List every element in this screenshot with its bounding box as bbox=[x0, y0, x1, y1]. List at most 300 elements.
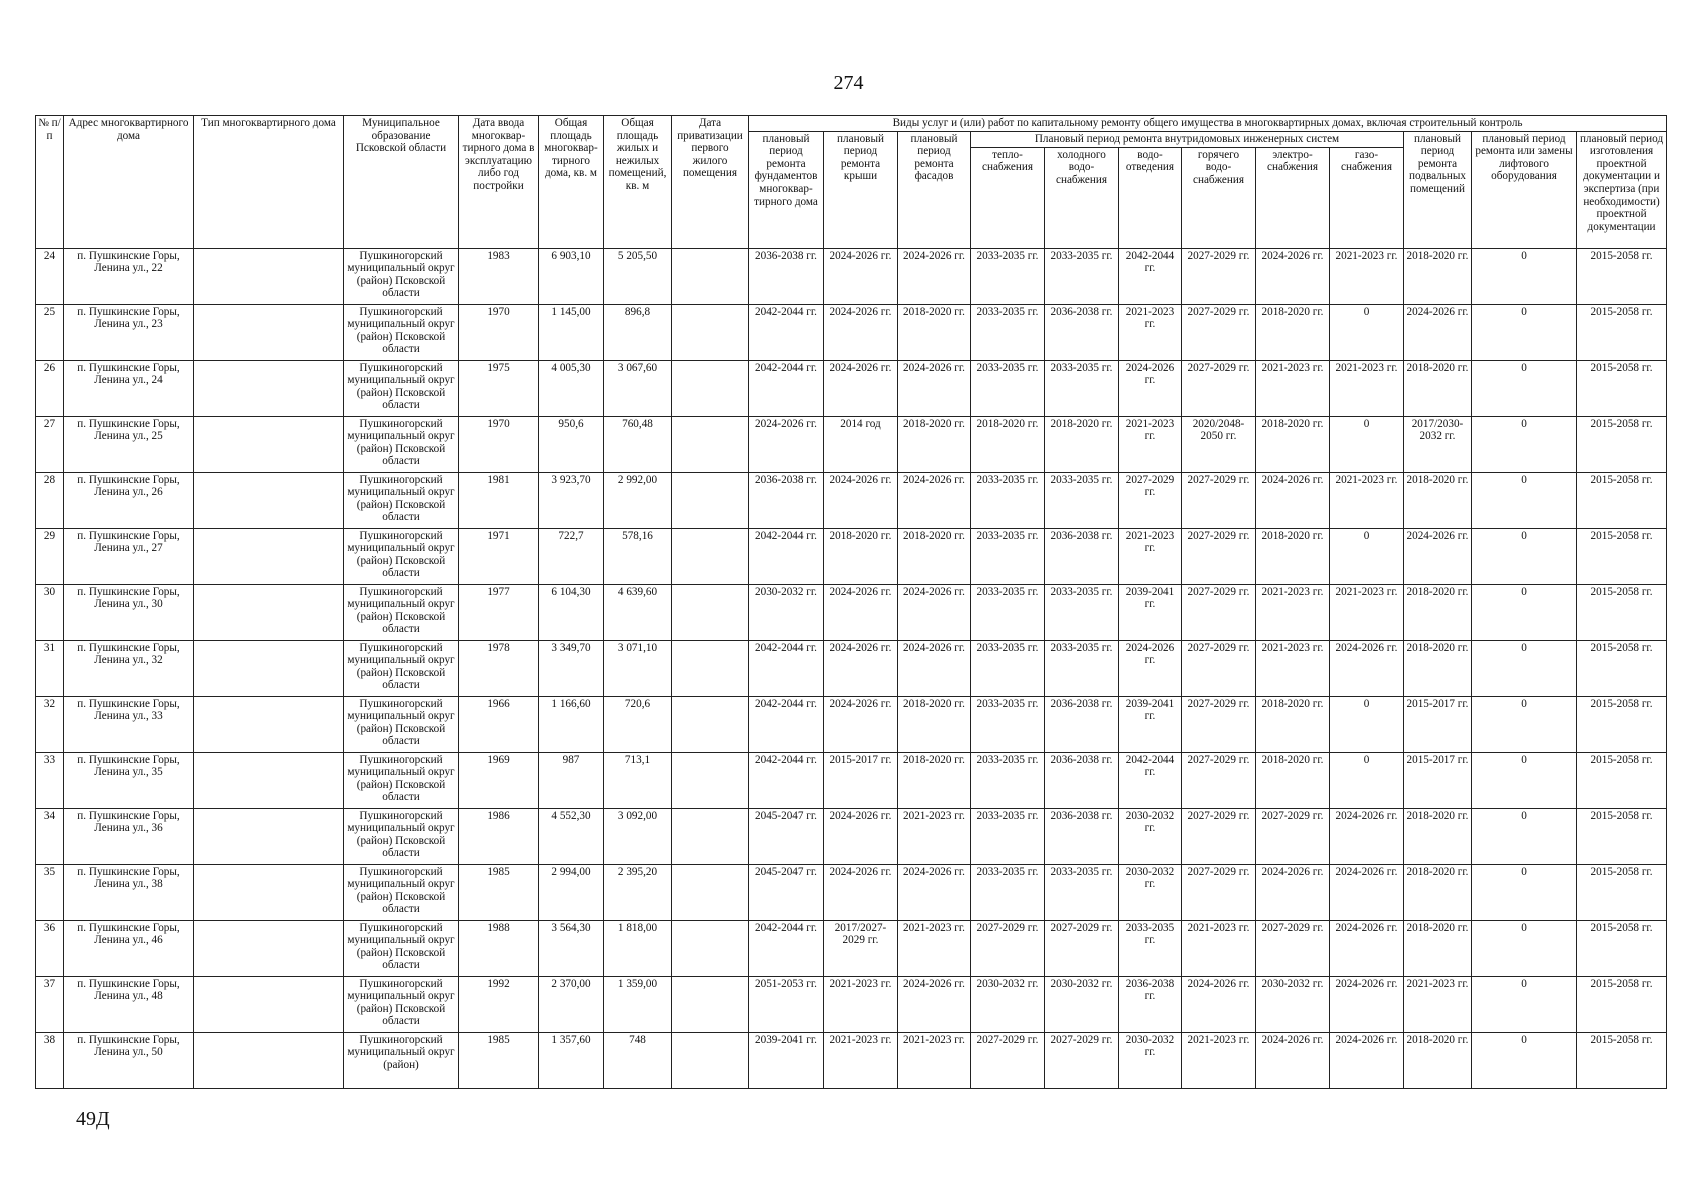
electric-period-cell: 2024-2026 гг. bbox=[1256, 248, 1330, 304]
roof-period-cell: 2024-2026 гг. bbox=[824, 696, 898, 752]
roof-period-cell: 2017/2027-2029 гг. bbox=[824, 920, 898, 976]
drainage-period-cell: 2030-2032 гг. bbox=[1119, 1032, 1182, 1088]
foundation-period-cell: 2036-2038 гг. bbox=[749, 248, 824, 304]
page-number: 274 bbox=[833, 72, 864, 94]
municipality-cell: Пушкиногорский муниципальный округ (район) Псковской области bbox=[344, 416, 459, 472]
design-docs-period-cell: 2015-2058 гг. bbox=[1577, 1032, 1667, 1088]
header-drainage: водо-отведения bbox=[1119, 147, 1182, 248]
facade-period-cell: 2024-2026 гг. bbox=[898, 360, 971, 416]
living-area-cell: 2 992,00 bbox=[604, 472, 672, 528]
total-area-cell: 722,7 bbox=[539, 528, 604, 584]
cold-water-period-cell: 2030-2032 гг. bbox=[1045, 976, 1119, 1032]
roof-period-cell: 2021-2023 гг. bbox=[824, 1032, 898, 1088]
gas-period-cell: 2024-2026 гг. bbox=[1330, 976, 1404, 1032]
basement-period-cell: 2018-2020 гг. bbox=[1404, 1032, 1472, 1088]
facade-period-cell: 2018-2020 гг. bbox=[898, 416, 971, 472]
basement-period-cell: 2018-2020 гг. bbox=[1404, 360, 1472, 416]
hot-water-period-cell: 2021-2023 гг. bbox=[1182, 1032, 1256, 1088]
living-area-cell: 713,1 bbox=[604, 752, 672, 808]
drainage-period-cell: 2033-2035 гг. bbox=[1119, 920, 1182, 976]
design-docs-period-cell: 2015-2058 гг. bbox=[1577, 416, 1667, 472]
drainage-period-cell: 2039-2041 гг. bbox=[1119, 584, 1182, 640]
heat-supply-period-cell: 2027-2029 гг. bbox=[971, 920, 1045, 976]
electric-period-cell: 2024-2026 гг. bbox=[1256, 1032, 1330, 1088]
header-roof: плановый период ремонта крыши bbox=[824, 131, 898, 248]
table-row bbox=[36, 696, 1667, 752]
foundation-period-cell: 2045-2047 гг. bbox=[749, 808, 824, 864]
elevator-period-cell: 0 bbox=[1472, 584, 1577, 640]
privatization-date-cell bbox=[672, 360, 749, 416]
living-area-cell: 1 818,00 bbox=[604, 920, 672, 976]
facade-period-cell: 2024-2026 гг. bbox=[898, 976, 971, 1032]
house-type-cell bbox=[194, 472, 344, 528]
total-area-cell: 4 005,30 bbox=[539, 360, 604, 416]
header-basement: плановый период ремонта подвальных помещений bbox=[1404, 131, 1472, 248]
row-number-cell: 35 bbox=[36, 864, 64, 920]
commission-year-cell: 1975 bbox=[459, 360, 539, 416]
foundation-period-cell: 2051-2053 гг. bbox=[749, 976, 824, 1032]
heat-supply-period-cell: 2033-2035 гг. bbox=[971, 528, 1045, 584]
table-row bbox=[36, 640, 1667, 696]
electric-period-cell: 2018-2020 гг. bbox=[1256, 696, 1330, 752]
total-area-cell: 3 564,30 bbox=[539, 920, 604, 976]
design-docs-period-cell: 2015-2058 гг. bbox=[1577, 528, 1667, 584]
design-docs-period-cell: 2015-2058 гг. bbox=[1577, 696, 1667, 752]
row-number-cell: 38 bbox=[36, 1032, 64, 1088]
commission-year-cell: 1966 bbox=[459, 696, 539, 752]
facade-period-cell: 2024-2026 гг. bbox=[898, 584, 971, 640]
address-cell: п. Пушкинские Горы, Ленина ул., 50 bbox=[64, 1032, 194, 1088]
total-area-cell: 950,6 bbox=[539, 416, 604, 472]
municipality-cell: Пушкиногорский муниципальный округ (район) Псковской области bbox=[344, 528, 459, 584]
row-number-cell: 30 bbox=[36, 584, 64, 640]
municipality-cell: Пушкиногорский муниципальный округ (район) Псковской области bbox=[344, 472, 459, 528]
elevator-period-cell: 0 bbox=[1472, 808, 1577, 864]
cold-water-period-cell: 2036-2038 гг. bbox=[1045, 528, 1119, 584]
elevator-period-cell: 0 bbox=[1472, 472, 1577, 528]
hot-water-period-cell: 2027-2029 гг. bbox=[1182, 864, 1256, 920]
gas-period-cell: 2024-2026 гг. bbox=[1330, 640, 1404, 696]
address-cell: п. Пушкинские Горы, Ленина ул., 46 bbox=[64, 920, 194, 976]
gas-period-cell: 0 bbox=[1330, 416, 1404, 472]
house-type-cell bbox=[194, 808, 344, 864]
table-header bbox=[36, 116, 1667, 249]
table-row bbox=[36, 248, 1667, 304]
cold-water-period-cell: 2036-2038 гг. bbox=[1045, 696, 1119, 752]
privatization-date-cell bbox=[672, 640, 749, 696]
drainage-period-cell: 2042-2044 гг. bbox=[1119, 752, 1182, 808]
header-address: Адрес многоквартирного дома bbox=[64, 116, 194, 249]
address-cell: п. Пушкинские Горы, Ленина ул., 48 bbox=[64, 976, 194, 1032]
facade-period-cell: 2021-2023 гг. bbox=[898, 808, 971, 864]
cold-water-period-cell: 2018-2020 гг. bbox=[1045, 416, 1119, 472]
heat-supply-period-cell: 2033-2035 гг. bbox=[971, 472, 1045, 528]
foundation-period-cell: 2042-2044 гг. bbox=[749, 360, 824, 416]
row-number-cell: 33 bbox=[36, 752, 64, 808]
row-number-cell: 37 bbox=[36, 976, 64, 1032]
gas-period-cell: 2021-2023 гг. bbox=[1330, 360, 1404, 416]
foundation-period-cell: 2045-2047 гг. bbox=[749, 864, 824, 920]
total-area-cell: 3 349,70 bbox=[539, 640, 604, 696]
privatization-date-cell bbox=[672, 472, 749, 528]
drainage-period-cell: 2021-2023 гг. bbox=[1119, 304, 1182, 360]
municipality-cell: Пушкиногорский муниципальный округ (район) Псковской области bbox=[344, 752, 459, 808]
design-docs-period-cell: 2015-2058 гг. bbox=[1577, 472, 1667, 528]
header-cold-water: холодного водо-снабжения bbox=[1045, 147, 1119, 248]
total-area-cell: 1 357,60 bbox=[539, 1032, 604, 1088]
header-municipality: Муниципальное образование Псковской области bbox=[344, 116, 459, 249]
foundation-period-cell: 2039-2041 гг. bbox=[749, 1032, 824, 1088]
foundation-period-cell: 2030-2032 гг. bbox=[749, 584, 824, 640]
hot-water-period-cell: 2027-2029 гг. bbox=[1182, 528, 1256, 584]
hot-water-period-cell: 2027-2029 гг. bbox=[1182, 584, 1256, 640]
cold-water-period-cell: 2033-2035 гг. bbox=[1045, 584, 1119, 640]
roof-period-cell: 2024-2026 гг. bbox=[824, 584, 898, 640]
total-area-cell: 4 552,30 bbox=[539, 808, 604, 864]
basement-period-cell: 2015-2017 гг. bbox=[1404, 696, 1472, 752]
header-electric: электро-снабжения bbox=[1256, 147, 1330, 248]
basement-period-cell: 2018-2020 гг. bbox=[1404, 472, 1472, 528]
table-row bbox=[36, 360, 1667, 416]
cold-water-period-cell: 2036-2038 гг. bbox=[1045, 808, 1119, 864]
gas-period-cell: 2024-2026 гг. bbox=[1330, 1032, 1404, 1088]
roof-period-cell: 2018-2020 гг. bbox=[824, 528, 898, 584]
gas-period-cell: 0 bbox=[1330, 304, 1404, 360]
municipality-cell: Пушкиногорский муниципальный округ (район) Псковской области bbox=[344, 808, 459, 864]
privatization-date-cell bbox=[672, 584, 749, 640]
elevator-period-cell: 0 bbox=[1472, 864, 1577, 920]
house-type-cell bbox=[194, 752, 344, 808]
heat-supply-period-cell: 2030-2032 гг. bbox=[971, 976, 1045, 1032]
elevator-period-cell: 0 bbox=[1472, 360, 1577, 416]
total-area-cell: 2 370,00 bbox=[539, 976, 604, 1032]
roof-period-cell: 2015-2017 гг. bbox=[824, 752, 898, 808]
hot-water-period-cell: 2027-2029 гг. bbox=[1182, 640, 1256, 696]
basement-period-cell: 2018-2020 гг. bbox=[1404, 808, 1472, 864]
privatization-date-cell bbox=[672, 976, 749, 1032]
electric-period-cell: 2027-2029 гг. bbox=[1256, 920, 1330, 976]
privatization-date-cell bbox=[672, 864, 749, 920]
header-elevator: плановый период ремонта или замены лифтового оборудования bbox=[1472, 131, 1577, 248]
address-cell: п. Пушкинские Горы, Ленина ул., 26 bbox=[64, 472, 194, 528]
roof-period-cell: 2014 год bbox=[824, 416, 898, 472]
commission-year-cell: 1985 bbox=[459, 864, 539, 920]
total-area-cell: 6 104,30 bbox=[539, 584, 604, 640]
row-number-cell: 28 bbox=[36, 472, 64, 528]
privatization-date-cell bbox=[672, 752, 749, 808]
heat-supply-period-cell: 2033-2035 гг. bbox=[971, 304, 1045, 360]
commission-year-cell: 1971 bbox=[459, 528, 539, 584]
basement-period-cell: 2021-2023 гг. bbox=[1404, 976, 1472, 1032]
header-gas: газо-снабжения bbox=[1330, 147, 1404, 248]
privatization-date-cell bbox=[672, 920, 749, 976]
table-row bbox=[36, 920, 1667, 976]
gas-period-cell: 2024-2026 гг. bbox=[1330, 864, 1404, 920]
living-area-cell: 2 395,20 bbox=[604, 864, 672, 920]
living-area-cell: 720,6 bbox=[604, 696, 672, 752]
row-number-cell: 26 bbox=[36, 360, 64, 416]
address-cell: п. Пушкинские Горы, Ленина ул., 23 bbox=[64, 304, 194, 360]
gas-period-cell: 2021-2023 гг. bbox=[1330, 248, 1404, 304]
facade-period-cell: 2021-2023 гг. bbox=[898, 920, 971, 976]
roof-period-cell: 2024-2026 гг. bbox=[824, 808, 898, 864]
heat-supply-period-cell: 2033-2035 гг. bbox=[971, 248, 1045, 304]
drainage-period-cell: 2027-2029 гг. bbox=[1119, 472, 1182, 528]
electric-period-cell: 2024-2026 гг. bbox=[1256, 864, 1330, 920]
municipality-cell: Пушкиногорский муниципальный округ (район) Псковской области bbox=[344, 304, 459, 360]
house-type-cell bbox=[194, 696, 344, 752]
municipality-cell: Пушкиногорский муниципальный округ (район) Псковской области bbox=[344, 360, 459, 416]
drainage-period-cell: 2030-2032 гг. bbox=[1119, 808, 1182, 864]
living-area-cell: 5 205,50 bbox=[604, 248, 672, 304]
electric-period-cell: 2018-2020 гг. bbox=[1256, 416, 1330, 472]
house-type-cell bbox=[194, 360, 344, 416]
basement-period-cell: 2018-2020 гг. bbox=[1404, 920, 1472, 976]
living-area-cell: 3 071,10 bbox=[604, 640, 672, 696]
commission-year-cell: 1985 bbox=[459, 1032, 539, 1088]
cold-water-period-cell: 2033-2035 гг. bbox=[1045, 640, 1119, 696]
drainage-period-cell: 2024-2026 гг. bbox=[1119, 360, 1182, 416]
house-type-cell bbox=[194, 528, 344, 584]
living-area-cell: 748 bbox=[604, 1032, 672, 1088]
drainage-period-cell: 2036-2038 гг. bbox=[1119, 976, 1182, 1032]
electric-period-cell: 2018-2020 гг. bbox=[1256, 752, 1330, 808]
house-type-cell bbox=[194, 920, 344, 976]
design-docs-period-cell: 2015-2058 гг. bbox=[1577, 752, 1667, 808]
row-number-cell: 25 bbox=[36, 304, 64, 360]
privatization-date-cell bbox=[672, 1032, 749, 1088]
row-number-cell: 31 bbox=[36, 640, 64, 696]
facade-period-cell: 2018-2020 гг. bbox=[898, 696, 971, 752]
address-cell: п. Пушкинские Горы, Ленина ул., 33 bbox=[64, 696, 194, 752]
capital-repair-table bbox=[35, 115, 1667, 1089]
hot-water-period-cell: 2027-2029 гг. bbox=[1182, 752, 1256, 808]
foundation-period-cell: 2042-2044 гг. bbox=[749, 752, 824, 808]
commission-year-cell: 1988 bbox=[459, 920, 539, 976]
commission-year-cell: 1986 bbox=[459, 808, 539, 864]
header-living-area: Общая площадь жилых и нежилых помещений, кв. м bbox=[604, 116, 672, 249]
house-type-cell bbox=[194, 1032, 344, 1088]
house-type-cell bbox=[194, 248, 344, 304]
electric-period-cell: 2024-2026 гг. bbox=[1256, 472, 1330, 528]
house-type-cell bbox=[194, 640, 344, 696]
foundation-period-cell: 2042-2044 гг. bbox=[749, 528, 824, 584]
basement-period-cell: 2024-2026 гг. bbox=[1404, 528, 1472, 584]
design-docs-period-cell: 2015-2058 гг. bbox=[1577, 920, 1667, 976]
address-cell: п. Пушкинские Горы, Ленина ул., 36 bbox=[64, 808, 194, 864]
elevator-period-cell: 0 bbox=[1472, 1032, 1577, 1088]
privatization-date-cell bbox=[672, 248, 749, 304]
municipality-cell: Пушкиногорский муниципальный округ (район) Псковской области bbox=[344, 640, 459, 696]
commission-year-cell: 1981 bbox=[459, 472, 539, 528]
gas-period-cell: 2024-2026 гг. bbox=[1330, 920, 1404, 976]
total-area-cell: 3 923,70 bbox=[539, 472, 604, 528]
address-cell: п. Пушкинские Горы, Ленина ул., 30 bbox=[64, 584, 194, 640]
foundation-period-cell: 2036-2038 гг. bbox=[749, 472, 824, 528]
heat-supply-period-cell: 2033-2035 гг. bbox=[971, 584, 1045, 640]
header-design-docs: плановый период изготовления проектной документации и экспертиза (при необходимости) проектной документации bbox=[1577, 131, 1667, 248]
elevator-period-cell: 0 bbox=[1472, 696, 1577, 752]
design-docs-period-cell: 2015-2058 гг. bbox=[1577, 864, 1667, 920]
privatization-date-cell bbox=[672, 528, 749, 584]
cold-water-period-cell: 2036-2038 гг. bbox=[1045, 752, 1119, 808]
electric-period-cell: 2021-2023 гг. bbox=[1256, 640, 1330, 696]
foundation-period-cell: 2042-2044 гг. bbox=[749, 920, 824, 976]
house-type-cell bbox=[194, 304, 344, 360]
table-row bbox=[36, 752, 1667, 808]
total-area-cell: 2 994,00 bbox=[539, 864, 604, 920]
basement-period-cell: 2018-2020 гг. bbox=[1404, 640, 1472, 696]
cold-water-period-cell: 2033-2035 гг. bbox=[1045, 472, 1119, 528]
address-cell: п. Пушкинские Горы, Ленина ул., 25 bbox=[64, 416, 194, 472]
electric-period-cell: 2021-2023 гг. bbox=[1256, 584, 1330, 640]
facade-period-cell: 2018-2020 гг. bbox=[898, 528, 971, 584]
elevator-period-cell: 0 bbox=[1472, 304, 1577, 360]
hot-water-period-cell: 2020/2048-2050 гг. bbox=[1182, 416, 1256, 472]
cold-water-period-cell: 2033-2035 гг. bbox=[1045, 248, 1119, 304]
cold-water-period-cell: 2027-2029 гг. bbox=[1045, 1032, 1119, 1088]
living-area-cell: 760,48 bbox=[604, 416, 672, 472]
hot-water-period-cell: 2024-2026 гг. bbox=[1182, 976, 1256, 1032]
basement-period-cell: 2018-2020 гг. bbox=[1404, 248, 1472, 304]
drainage-period-cell: 2030-2032 гг. bbox=[1119, 864, 1182, 920]
total-area-cell: 987 bbox=[539, 752, 604, 808]
hot-water-period-cell: 2027-2029 гг. bbox=[1182, 304, 1256, 360]
facade-period-cell: 2024-2026 гг. bbox=[898, 472, 971, 528]
municipality-cell: Пушкиногорский муниципальный округ (район) Псковской области bbox=[344, 920, 459, 976]
address-cell: п. Пушкинские Горы, Ленина ул., 22 bbox=[64, 248, 194, 304]
hot-water-period-cell: 2021-2023 гг. bbox=[1182, 920, 1256, 976]
cold-water-period-cell: 2033-2035 гг. bbox=[1045, 864, 1119, 920]
basement-period-cell: 2018-2020 гг. bbox=[1404, 584, 1472, 640]
facade-period-cell: 2018-2020 гг. bbox=[898, 304, 971, 360]
municipality-cell: Пушкиногорский муниципальный округ (район) Псковской области bbox=[344, 584, 459, 640]
drainage-period-cell: 2021-2023 гг. bbox=[1119, 416, 1182, 472]
roof-period-cell: 2024-2026 гг. bbox=[824, 304, 898, 360]
electric-period-cell: 2021-2023 гг. bbox=[1256, 360, 1330, 416]
table-row bbox=[36, 1032, 1667, 1088]
address-cell: п. Пушкинские Горы, Ленина ул., 35 bbox=[64, 752, 194, 808]
gas-period-cell: 0 bbox=[1330, 752, 1404, 808]
privatization-date-cell bbox=[672, 808, 749, 864]
municipality-cell: Пушкиногорский муниципальный округ (район) bbox=[344, 1032, 459, 1088]
drainage-period-cell: 2024-2026 гг. bbox=[1119, 640, 1182, 696]
drainage-period-cell: 2039-2041 гг. bbox=[1119, 696, 1182, 752]
header-privatization-date: Дата приватизации первого жилого помещения bbox=[672, 116, 749, 249]
municipality-cell: Пушкиногорский муниципальный округ (район) Псковской области bbox=[344, 864, 459, 920]
elevator-period-cell: 0 bbox=[1472, 248, 1577, 304]
commission-year-cell: 1970 bbox=[459, 416, 539, 472]
gas-period-cell: 2021-2023 гг. bbox=[1330, 472, 1404, 528]
table-row bbox=[36, 584, 1667, 640]
table-row bbox=[36, 416, 1667, 472]
table-row bbox=[36, 472, 1667, 528]
house-type-cell bbox=[194, 976, 344, 1032]
address-cell: п. Пушкинские Горы, Ленина ул., 27 bbox=[64, 528, 194, 584]
address-cell: п. Пушкинские Горы, Ленина ул., 32 bbox=[64, 640, 194, 696]
living-area-cell: 4 639,60 bbox=[604, 584, 672, 640]
design-docs-period-cell: 2015-2058 гг. bbox=[1577, 976, 1667, 1032]
cold-water-period-cell: 2027-2029 гг. bbox=[1045, 920, 1119, 976]
design-docs-period-cell: 2015-2058 гг. bbox=[1577, 304, 1667, 360]
heat-supply-period-cell: 2033-2035 гг. bbox=[971, 696, 1045, 752]
foundation-period-cell: 2042-2044 гг. bbox=[749, 304, 824, 360]
drainage-period-cell: 2042-2044 гг. bbox=[1119, 248, 1182, 304]
living-area-cell: 3 092,00 bbox=[604, 808, 672, 864]
row-number-cell: 24 bbox=[36, 248, 64, 304]
house-type-cell bbox=[194, 416, 344, 472]
header-heat: тепло-снабжения bbox=[971, 147, 1045, 248]
elevator-period-cell: 0 bbox=[1472, 528, 1577, 584]
facade-period-cell: 2024-2026 гг. bbox=[898, 640, 971, 696]
header-engineering-group: Плановый период ремонта внутридомовых инженерных систем bbox=[971, 131, 1404, 147]
basement-period-cell: 2015-2017 гг. bbox=[1404, 752, 1472, 808]
living-area-cell: 1 359,00 bbox=[604, 976, 672, 1032]
elevator-period-cell: 0 bbox=[1472, 976, 1577, 1032]
commission-year-cell: 1977 bbox=[459, 584, 539, 640]
privatization-date-cell bbox=[672, 304, 749, 360]
roof-period-cell: 2021-2023 гг. bbox=[824, 976, 898, 1032]
gas-period-cell: 0 bbox=[1330, 696, 1404, 752]
table-row bbox=[36, 808, 1667, 864]
electric-period-cell: 2030-2032 гг. bbox=[1256, 976, 1330, 1032]
design-docs-period-cell: 2015-2058 гг. bbox=[1577, 584, 1667, 640]
elevator-period-cell: 0 bbox=[1472, 640, 1577, 696]
table-row bbox=[36, 528, 1667, 584]
header-works-group: Виды услуг и (или) работ по капитальному ремонту общего имущества в многоквартирных домах, включая строительный контроль bbox=[749, 116, 1667, 132]
living-area-cell: 896,8 bbox=[604, 304, 672, 360]
privatization-date-cell bbox=[672, 416, 749, 472]
design-docs-period-cell: 2015-2058 гг. bbox=[1577, 808, 1667, 864]
table-row bbox=[36, 976, 1667, 1032]
header-foundation: плановый период ремонта фундаментов многоквар-тирного дома bbox=[749, 131, 824, 248]
municipality-cell: Пушкиногорский муниципальный округ (район) Псковской области bbox=[344, 696, 459, 752]
facade-period-cell: 2024-2026 гг. bbox=[898, 864, 971, 920]
facade-period-cell: 2024-2026 гг. bbox=[898, 248, 971, 304]
electric-period-cell: 2027-2029 гг. bbox=[1256, 808, 1330, 864]
drainage-period-cell: 2021-2023 гг. bbox=[1119, 528, 1182, 584]
address-cell: п. Пушкинские Горы, Ленина ул., 24 bbox=[64, 360, 194, 416]
roof-period-cell: 2024-2026 гг. bbox=[824, 864, 898, 920]
hot-water-period-cell: 2027-2029 гг. bbox=[1182, 696, 1256, 752]
gas-period-cell: 0 bbox=[1330, 528, 1404, 584]
table-body bbox=[36, 248, 1667, 1088]
table-row bbox=[36, 304, 1667, 360]
facade-period-cell: 2021-2023 гг. bbox=[898, 1032, 971, 1088]
row-number-cell: 29 bbox=[36, 528, 64, 584]
heat-supply-period-cell: 2033-2035 гг. bbox=[971, 360, 1045, 416]
municipality-cell: Пушкиногорский муниципальный округ (район) Псковской области bbox=[344, 248, 459, 304]
gas-period-cell: 2024-2026 гг. bbox=[1330, 808, 1404, 864]
heat-supply-period-cell: 2027-2029 гг. bbox=[971, 1032, 1045, 1088]
cold-water-period-cell: 2033-2035 гг. bbox=[1045, 360, 1119, 416]
total-area-cell: 6 903,10 bbox=[539, 248, 604, 304]
electric-period-cell: 2018-2020 гг. bbox=[1256, 304, 1330, 360]
commission-year-cell: 1983 bbox=[459, 248, 539, 304]
header-facade: плановый период ремонта фасадов bbox=[898, 131, 971, 248]
foundation-period-cell: 2024-2026 гг. bbox=[749, 416, 824, 472]
header-num: № п/п bbox=[36, 116, 64, 249]
header-total-area: Общая площадь многоквар-тирного дома, кв. м bbox=[539, 116, 604, 249]
cold-water-period-cell: 2036-2038 гг. bbox=[1045, 304, 1119, 360]
row-number-cell: 36 bbox=[36, 920, 64, 976]
table-row bbox=[36, 864, 1667, 920]
basement-period-cell: 2018-2020 гг. bbox=[1404, 864, 1472, 920]
design-docs-period-cell: 2015-2058 гг. bbox=[1577, 640, 1667, 696]
elevator-period-cell: 0 bbox=[1472, 752, 1577, 808]
living-area-cell: 3 067,60 bbox=[604, 360, 672, 416]
total-area-cell: 1 166,60 bbox=[539, 696, 604, 752]
